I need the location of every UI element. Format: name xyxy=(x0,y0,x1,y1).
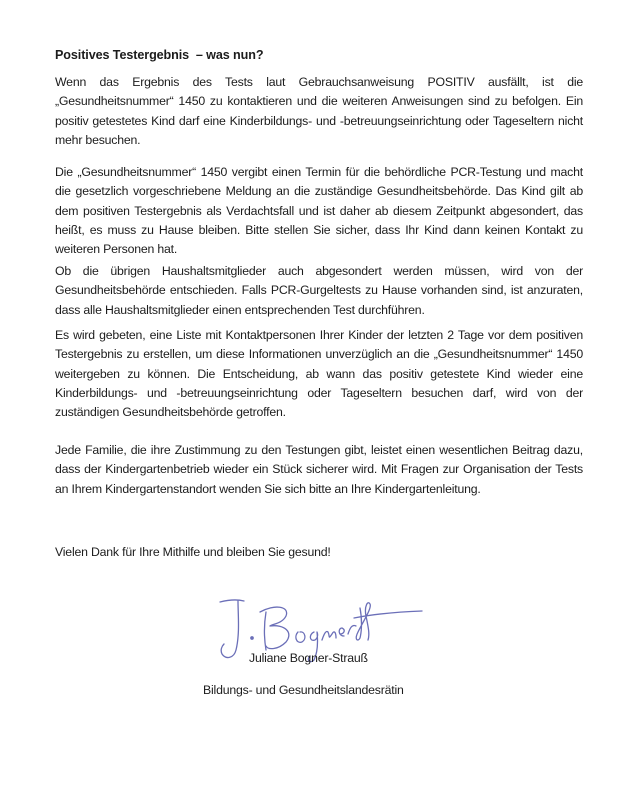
paragraph-family-contribution: Jede Familie, die ihre Zustimmung zu den Testungen gibt, leistet einen wesentlichen Beitrag dazu, dass der Kindergartenbetrieb wieder ein Stück sicherer wird. Mit Fragen zur Organisation der Tests an Ihrem Kindergartenstandort wenden Sie sich bitte an Ihre Kindergartenleitung. xyxy=(55,443,583,496)
paragraph-household-members: Ob die übrigen Haushaltsmitglieder auch abgesondert werden müssen, wird von der Gesundheitsbehörde entschieden. Falls PCR-Gurgeltests zu Hause vorhanden sind, ist anzuraten, dass alle Haushaltsmitglieder einen entsprechenden Test durchführen. xyxy=(55,264,583,317)
signer-name: Juliane Bogner-Strauß xyxy=(249,651,368,665)
signer-title: Bildungs- und Gesundheitslandesrätin xyxy=(203,683,404,697)
paragraph-pcr-appointment: Die „Gesundheitsnummer“ 1450 vergibt einen Termin für die behördliche PCR-Testung und macht die gesetzlich vorgeschriebene Meldung an die zuständige Gesundheitsbehörde. Das Kind gilt ab dem positiven Testergebnis als Verdachtsfall und ist daher ab diesem Zeitpunkt abgesondert, das heißt, es muss zu Hause bleiben. Bitte stellen Sie sicher, dass Ihr Kind dann keinen Kontakt zu weiteren Personen hat. xyxy=(55,165,583,257)
closing-line: Vielen Dank für Ihre Mithilfe und bleiben Sie gesund! xyxy=(55,545,331,559)
paragraph-positive-result: Wenn das Ergebnis des Tests laut Gebrauchsanweisung POSITIV ausfällt, ist die „Gesundheitsnummer“ 1450 zu kontaktieren und die weiteren Anweisungen sind zu befolgen. Ein positiv getestetes Kind darf eine Kinderbildungs- und -betreuungseinrichtung oder Tageseltern nicht mehr besuchen. xyxy=(55,75,583,147)
paragraph-contact-list: Es wird gebeten, eine Liste mit Kontaktpersonen Ihrer Kinder der letzten 2 Tage vor dem positiven Testergebnis zu erstellen, um diese Informationen unverzüglich an die „Gesundheitsnummer“ 1450 weitergeben zu können. Die Entscheidung, ab wann das positiv getestete Kind wieder eine Kinderbildungs- und -betreuungseinrichtung oder Tageseltern besuchen darf, wird von der zuständigen Gesundheitsbehörde getroffen. xyxy=(55,328,583,420)
document-heading: Positives Testergebnis – was nun? xyxy=(55,48,264,62)
